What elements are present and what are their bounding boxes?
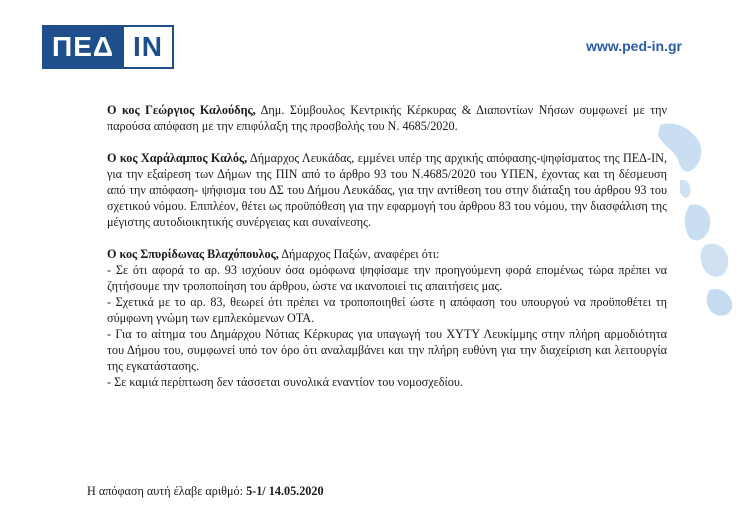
decision-prefix: Η απόφαση αυτή έλαβε αριθμό:: [87, 484, 247, 498]
speaker-name: Ο κος Γεώργιος Καλούδης,: [107, 103, 256, 117]
speaker-name: Ο κος Σπυρίδωνας Βλαχόπουλος,: [107, 247, 279, 261]
list-item: - Σε ότι αφορά το αρ. 93 ισχύουν όσα ομόφωνα ψηφίσαμε την προηγούμενη φορά επομένως τώρα πρέπει να ζητήσουμε την τροποποίηση του άρθρου, ώστε να ικανοποιεί τις απαιτήσεις μας.: [107, 263, 667, 293]
paragraph-vlachopoulos: [107, 246, 667, 262]
speaker-name: Ο κος Χαράλαμπος Καλός,: [107, 151, 248, 165]
list-item: - Για το αίτημα του Δημάρχου Νότιας Κέρκυρας για υπαγωγή του ΧΥΤΥ Λευκίμμης στην πλήρη αρμοδιότητα του Δήμου του, συμφωνεί υπό τον όρο ότι αναλαμβάνει και την πλήρη ευθύνη για την διαχείριση και λειτουργία της εγκατάστασης.: [107, 327, 667, 373]
paragraph-text: Δημ. Σύμβουλος Κεντρικής Κέρκυρας & Διαποντίων Νήσων συμφωνεί με την παρούσα απόφαση με την επιφύλαξη της προσβολής του Ν. 4685/2020.: [107, 103, 667, 133]
logo-left-block: ΠΕΔ: [42, 25, 124, 69]
paragraph-text: Δήμαρχος Λευκάδας, εμμένει υπέρ της αρχικής απόφασης-ψηφίσματος της ΠΕΔ-ΙΝ, για την εξαίρεση των Δήμων της ΠΙΝ από το άρθρο 93 του Ν.4685/2020 του ΥΠΕΝ, έχοντας και τη δέσμευση από την απόφαση- ψήφισμα του ΔΣ του Δήμου Λευκάδας, για την αντίθεση του στην διάταξη του άρθρου 93 του σχετικού νόμου. Επιπλέον, θέτει ως προϋπόθεση για την εφαρμογή του άρθρου 83 του νόμου, την διασφάλιση της μέγιστης αυτοδιοικητικής συνέργειας και συναίνεσης.: [107, 151, 667, 229]
logo-right-block: ΙΝ: [124, 25, 174, 69]
ped-in-logo: [42, 25, 174, 69]
list-item: - Σε καμιά περίπτωση δεν τάσσεται συνολικά εναντίον του νομοσχεδίου.: [107, 375, 463, 389]
paragraph-kalos: [107, 150, 667, 230]
website-link[interactable]: www.ped-in.gr: [586, 38, 682, 54]
list-item: - Σχετικά με το αρ. 83, θεωρεί ότι πρέπει να τροποποιηθεί ώστε η απόφαση του υπουργού να προϋποθέτει τη σύμφωνη γνώμη των εμπλεκόμενων ΟΤΑ.: [107, 295, 667, 325]
document-body: [107, 102, 667, 390]
decision-value: 5-1/ 14.05.2020: [246, 484, 324, 498]
paragraph-text: Δήμαρχος Παξών, αναφέρει ότι:: [278, 247, 440, 261]
decision-number: [87, 484, 324, 499]
paragraph-kaloudis: [107, 102, 667, 134]
